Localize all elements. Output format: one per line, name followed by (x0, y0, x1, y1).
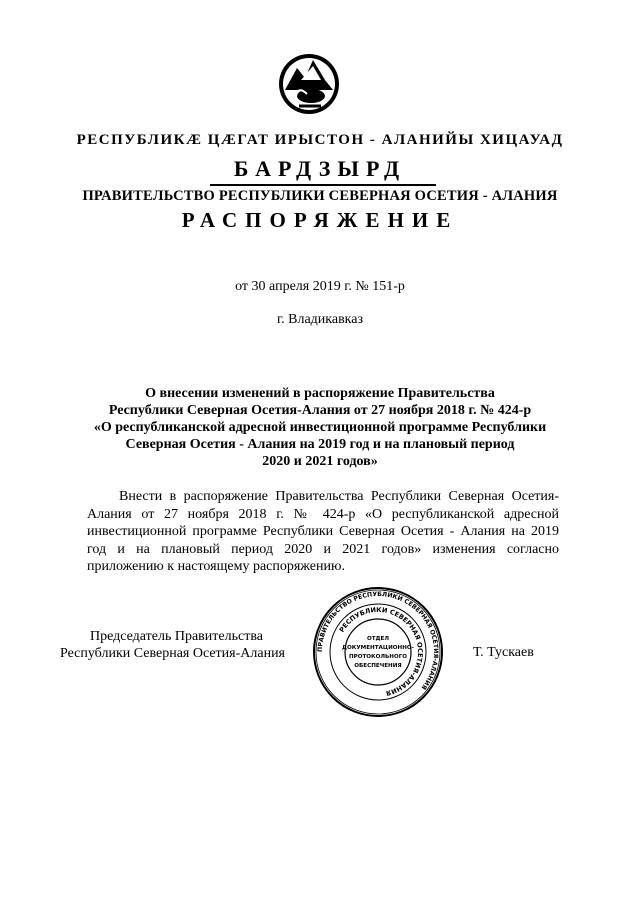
signatory-title-line: Председатель Правительства (90, 629, 263, 644)
header-doc-type-russian: РАСПОРЯЖЕНИЕ (181, 208, 459, 232)
stamp-seal-icon (312, 586, 444, 718)
subject-line: Северная Осетия - Алания на 2019 год и на плановый период (125, 437, 515, 452)
header-underline (210, 184, 436, 186)
document-body-text: Внести в распоряжение Правительства Республики Северная Осетия-Алания от 27 ноября 2018 г. № 424-р «О республиканской адресной инвестиционной программе Республики Северная Осетия - Алания на 2019 год и на плановый период 2020 и 2021 годов» изменения согласно приложению к настоящему распоряжению. (87, 489, 559, 574)
official-stamp (312, 586, 444, 718)
stamp-center-line: ОБЕСПЕЧЕНИЯ (354, 663, 402, 669)
header-republic-ossetian: РЕСПУБЛИКÆ ЦÆГАТ ИРЫСТОН - АЛАНИЙЫ ХИЦАУАД (76, 132, 564, 148)
stamp-center-line: ОТДЕЛ (366, 636, 390, 642)
stamp-outer-text: ПРАВИТЕЛЬСТВО РЕСПУБЛИКИ СЕВЕРНАЯ ОСЕТИЯ-АЛАНИЯ (316, 590, 440, 691)
signatory-name: Т. Тускаев (473, 645, 534, 660)
subject-line: 2020 и 2021 годов» (262, 454, 378, 469)
subject-line: О внесении изменений в распоряжение Правительства (145, 386, 495, 401)
emblem-icon (277, 50, 341, 120)
document-subject (0, 385, 640, 470)
signatory-title (60, 628, 300, 662)
header-government-russian: ПРАВИТЕЛЬСТВО РЕСПУБЛИКИ СЕВЕРНАЯ ОСЕТИЯ - АЛАНИЯ (82, 188, 558, 204)
stamp-center-line: ДОКУМЕНТАЦИОННО- (342, 645, 414, 651)
subject-line: Республики Северная Осетия-Алания от 27 ноября 2018 г. № 424-р (108, 403, 532, 418)
header-doc-type-ossetian: БАРДЗЫРД (233, 156, 407, 181)
document-city: г. Владикавказ (276, 312, 364, 327)
stamp-ring-text: РЕСПУБЛИКИ СЕВЕРНАЯ ОСЕТИЯ-АЛАНИЯ (337, 605, 425, 698)
stamp-center-line: ПРОТОКОЛЬНОГО (348, 654, 408, 660)
subject-line: «О республиканской адресной инвестиционной программе Республики (93, 420, 547, 435)
coat-of-arms-emblem (277, 50, 341, 120)
signatory-title-line: Республики Северная Осетия-Алания (60, 646, 285, 661)
document-dateline: от 30 апреля 2019 г. № 151-р (235, 279, 405, 294)
